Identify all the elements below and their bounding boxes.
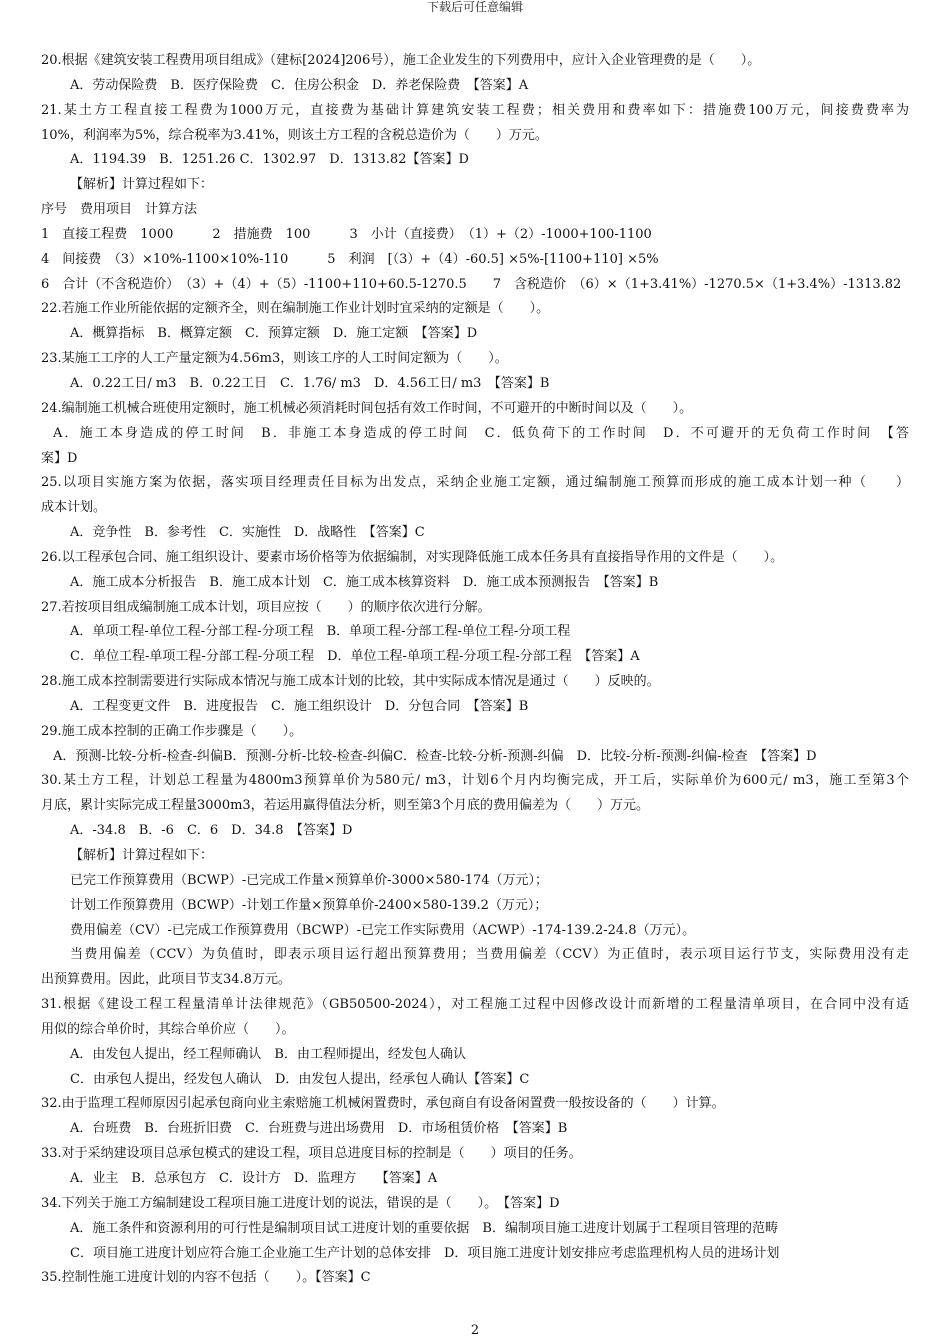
text-line: 30.某土方工程，计划总工程量为4800m3预算单价为580元/ m3，计划6个月内均衡完成，开工后，实际单价为600元/ m3，施工至第3个 [41,773,909,789]
text-line: 24.编制施工机械合班使用定额时，施工机械必须消耗时间包括有效工作时间，不可避开的中断时间以及（ ）。 [41,400,693,416]
text-line: 26.以工程承包合同、施工组织设计、要素市场价格等为依据编制，对实现降低施工成本任务具有直接指导作用的文件是（ ）。 [41,549,784,565]
text-line: A．工程变更文件 B．进度报告 C．施工组织设计 D．分包合同 【答案】B [70,698,529,714]
text-line: A．0.22工日/ m3 B．0.22工日 C．1.76/ m3 D．4.56工日/ m3 【答案】B [70,375,550,391]
text-line: 28.施工成本控制需要进行实际成本情况与施工成本计划的比较，其中实际成本情况是通过（ ）反映的。 [41,674,660,690]
text-line: 6 合计（不含税造价） （3）+（4）+（5）-1100+110+60.5-1270.5 7 含税造价 （6）×（1+3.41%）-1270.5×（1+3.4%）-1313.82 [41,276,902,292]
text-line: 22.若施工作业所能依据的定额齐全，则在编制施工作业计划时宜采纳的定额是（ ）。 [41,301,550,317]
text-line: 34.下列关于施工方编制建设工程项目施工进度计划的说法，错误的是（ ）。 【答案】D [41,1195,560,1211]
text-line: A．竞争性 B．参考性 C．实施性 D．战略性 【答案】C [70,525,425,541]
text-line: A．施工本身造成的停工时间 B．非施工本身造成的停工时间 C．低负荷下的工作时间 D．不可避开的无负荷工作时间 【答 [53,425,909,441]
text-line: 月底，累计实际完成工程量3000m3，若运用赢得值法分析，则至第3个月底的费用偏差为（ ）万元。 [41,798,649,814]
text-line: 当费用偏差（CCV）为负值时，即表示项目运行超出预算费用；当费用偏差（CCV）为正值时，表示项目运行节支，实际费用没有走 [70,947,909,963]
text-line: 出预算费用。因此，此项目节支34.8万元。 [41,972,291,988]
text-line: 用似的综合单价时，其综合单价应（ ）。 [41,1021,295,1037]
text-line: A．劳动保险费 B．医疗保险费 C．住房公积金 D．养老保险费 【答案】A [70,77,529,93]
text-line: A．预测-比较-分析-检查-纠偏B．预测-分析-比较-检查-纠偏C．检查-比较-分析-预测-纠偏 D．比较-分析-预测-纠偏-检查 【答案】D [53,748,817,764]
text-line: 10%，利润率为5%，综合税率为3.41%，则该土方工程的含税总造价为（ ）万元。 [41,127,548,143]
text-line: A．施工条件和资源利用的可行性是编制项目试工进度计划的重要依据 B．编制项目施工进度计划属于工程项目管理的范畴 [70,1220,778,1236]
text-line: 21.某土方工程直接工程费为1000万元，直接费为基础计算建筑安装工程费；相关费用和费率如下：措施费100万元，间接费费率为 [41,102,909,118]
text-line: 【解析】计算过程如下： [70,848,214,863]
text-line: A．-34.8 B．-6 C．6 D．34.8 【答案】D [70,823,353,839]
text-line: A．台班费 B．台班折旧费 C．台班费与进出场费用 D．市场租赁价格 【答案】B [70,1121,568,1137]
text-line: A．施工成本分析报告 B．施工成本计划 C．施工成本核算资料 D．施工成本预测报告 【答案】B [70,574,659,590]
text-line: 33.对于采纳建设项目总承包模式的建设工程，项目总进度目标的控制是（ ）项目的任务。 [41,1146,582,1162]
document-body [41,49,909,1291]
text-line: 32.由于监理工程师原因引起承包商向业主索赔施工机械闲置费时，承包商自有设备闲置费一般按设备的（ ）计算。 [41,1096,725,1112]
text-line: A．业主 B．总承包方 C．设计方 D．监理方 【答案】A [70,1170,438,1186]
page-header: 下载后可任意编辑 [426,0,523,14]
text-line: 23.某施工工序的人工产量定额为4.56m3，则该工序的人工时间定额为（ ）。 [41,351,508,367]
text-line: 【解析】计算过程如下： [70,177,214,193]
text-line: 31.根据《建设工程工程量清单计法律规范》（GB50500-2024），对工程施工过程中因修改设计而新增的工程量清单项目，在合同中没有适 [41,997,909,1013]
text-line: C．由承包人提出，经发包人确认 D．由发包人提出，经承包人确认【答案】C [70,1071,530,1087]
text-line: C．单位工程-单项工程-分部工程-分项工程 D．单位工程-单项工程-分项工程-分部工程 【答案】A [70,649,640,665]
text-line: 20.根据《建筑安装工程费用项目组成》（建标[2024]206号），施工企业发生的下列费用中，应计入企业管理费的是（ ）。 [41,53,761,68]
text-line: 费用偏差（CV）-已完成工作预算费用（BCWP）-已完工作实际费用（ACWP）-174-139.2-24.8（万元）。 [70,922,696,938]
text-line: 29.施工成本控制的正确工作步骤是（ ）。 [41,723,303,739]
text-line: 已完工作预算费用（BCWP）-已完成工作量×预算单价-3000×580-174（万元）； [70,872,549,888]
text-line: 27.若按项目组成编制施工成本计划，项目应按（ ）的顺序依次进行分解。 [41,599,491,615]
page-number: 2 [470,1323,480,1338]
text-line: A．由发包人提出，经工程师确认 B．由工程师提出，经发包人确认 [70,1046,466,1062]
text-line: 1 直接工程费 1000 2 措施费 100 3 小计（直接费） （1）+（2）-1000+100-1100 [41,226,652,242]
text-line: 序号 费用项目 计算方法 [41,202,198,218]
text-line: 4 间接费 （3）×10%-1100×10%-110 5 利润 [（3）+（4）-60.5] ×5%-[1100+110] ×5% [41,251,659,267]
text-line: 25.以项目实施方案为依据，落实项目经理责任目标为出发点，采纳企业施工定额，通过编制施工预算而形成的施工成本计划一种（ ） [41,475,909,491]
text-line: A．单项工程-单位工程-分部工程-分项工程 B．单项工程-分部工程-单位工程-分项工程 [70,624,571,640]
text-line: 案】D [41,450,78,466]
text-line: 35.控制性施工进度计划的内容不包括（ ）。【答案】C [41,1270,371,1286]
text-line: 成本计划。 [41,500,107,516]
text-line: A．1194.39 B．1251.26 C．1302.97 D．1313.82【答案】D [70,152,469,168]
text-line: C．项目施工进度计划应符合施工企业施工生产计划的总体安排 D．项目施工进度计划安排应考虑监理机构人员的进场计划 [70,1245,780,1261]
text-line: A．概算指标 B．概算定额 C．预算定额 D．施工定额 【答案】D [70,326,478,342]
text-line: 计划工作预算费用（BCWP）-计划工作量×预算单价-2400×580-139.2（万元）； [70,897,548,913]
